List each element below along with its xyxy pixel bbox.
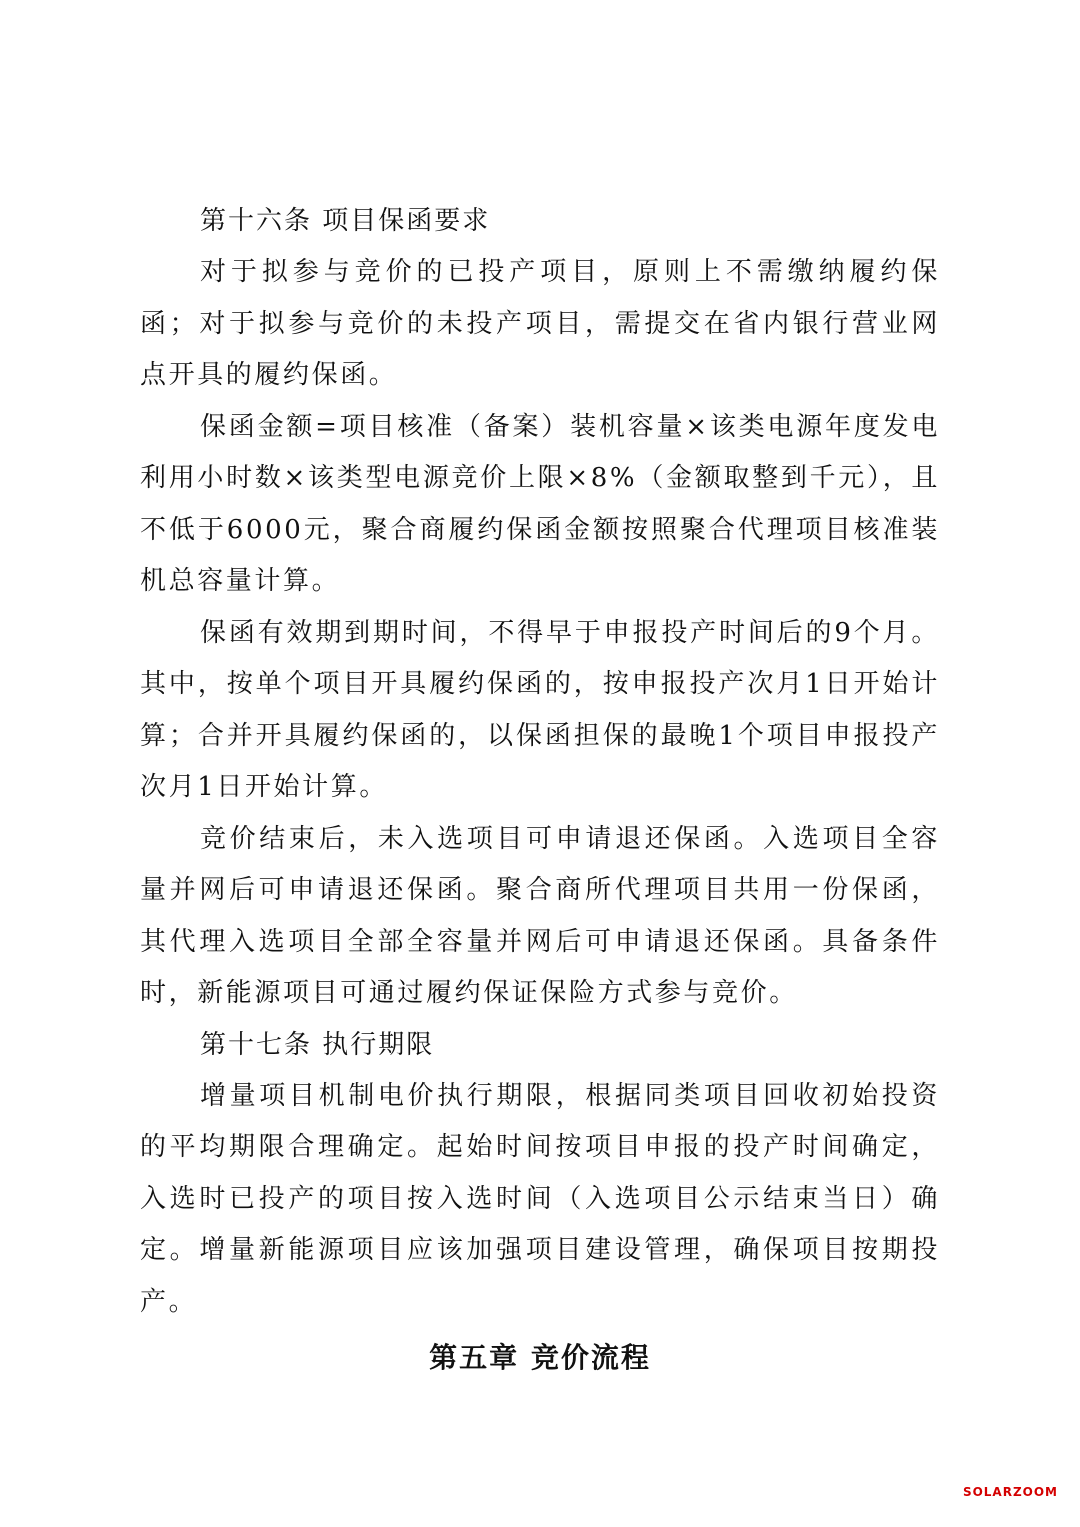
article-16-paragraph-1: 对于拟参与竞价的已投产项目，原则上不需缴纳履约保函；对于拟参与竞价的未投产项目，需提交在省内银行营业网点开具的履约保函。 [140, 257, 940, 390]
document-page [140, 196, 940, 1388]
chapter-title: 第五章 竞价流程 [429, 1341, 651, 1374]
article-16-paragraph-4: 竞价结束后，未入选项目可申请退还保函。入选项目全容量并网后可申请退还保函。聚合商所代理项目共用一份保函，其代理入选项目全部全容量并网后可申请退还保函。具备条件时，新能源项目可通过履约保证保险方式参与竞价。 [140, 823, 940, 1008]
article-16-paragraph-3: 保函有效期到期时间，不得早于申报投产时间后的9个月。其中，按单个项目开具履约保函的，按申报投产次月1日开始计算；合并开具履约保函的，以保函担保的最晚1个项目申报投产次月1日开始计算。 [140, 617, 940, 802]
article-17-heading: 第十七条 执行期限 [200, 1029, 435, 1060]
article-16-heading: 第十六条 项目保函要求 [200, 206, 491, 236]
article-17-paragraph-1: 增量项目机制电价执行期限，根据同类项目回收初始投资的平均期限合理确定。起始时间按项目申报的投产时间确定，入选时已投产的项目按入选时间（入选项目公示结束当日）确定。增量新能源项目应该加强项目建设管理，确保项目按期投产。 [140, 1080, 940, 1317]
solarzoom-watermark: SOLARZOOM [962, 1485, 1058, 1499]
article-16-paragraph-2: 保函金额=项目核准（备案）装机容量×该类电源年度发电利用小时数×该类型电源竞价上限×8%（金额取整到千元），且不低于6000元，聚合商履约保函金额按照聚合代理项目核准装机总容量计算。 [140, 411, 940, 596]
